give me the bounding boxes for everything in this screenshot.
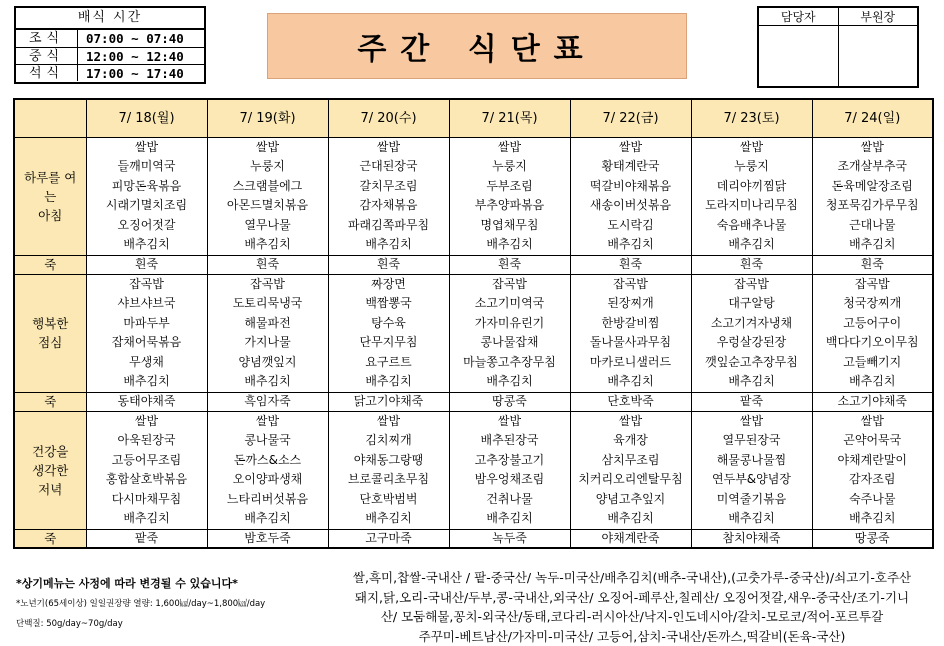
dinner-row xyxy=(14,411,933,529)
menu-item: 배추김치 xyxy=(329,235,449,255)
day-header: 7/ 22(금) xyxy=(570,99,691,137)
breakfast-menu-cell xyxy=(812,137,933,255)
juk-cell: 흰죽 xyxy=(812,255,933,274)
menu-item: 배추김치 xyxy=(813,509,933,529)
menu-item: 숙음배추나물 xyxy=(692,216,812,236)
menu-item: 쌀밥 xyxy=(571,412,691,432)
lunch-label xyxy=(14,274,86,392)
juk-cell: 팥죽 xyxy=(691,392,812,411)
menu-item: 도라지미나리무침 xyxy=(692,196,812,216)
juk-label: 죽 xyxy=(14,529,86,548)
menu-item: 한방갈비찜 xyxy=(571,314,691,334)
menu-item: 육개장 xyxy=(571,431,691,451)
serving-time-row xyxy=(16,30,204,47)
juk-cell: 흰죽 xyxy=(86,255,207,274)
menu-item: 소고기미역국 xyxy=(450,294,570,314)
meal-label-line: 점심 xyxy=(15,333,86,352)
breakfast-juk-row xyxy=(14,255,933,274)
meal-time: 17:00 ~ 17:40 xyxy=(78,65,204,81)
breakfast-menu-cell xyxy=(691,137,812,255)
calorie-note: *노년기(65세이상) 일일권장량 열량: 1,600㎉/day~1,800㎉/day xyxy=(16,597,316,617)
menu-item: 배추김치 xyxy=(813,372,933,392)
page-title: 주간 식단표 xyxy=(357,24,596,68)
origin-line: 쌀,흑미,찹쌀-국내산 / 팥-중국산/ 녹두-미국산/배추김치(배추-국내산),(고춧가루-중국산)/쇠고기-호주산 xyxy=(326,568,938,588)
origin-info xyxy=(326,568,938,646)
meal-name: 중식 xyxy=(16,48,78,64)
menu-item: 아몬드멸치볶음 xyxy=(208,196,328,216)
menu-item: 두부조림 xyxy=(450,177,570,197)
menu-item: 고추장불고기 xyxy=(450,451,570,471)
menu-item: 배추김치 xyxy=(87,509,207,529)
lunch-menu-cell xyxy=(86,274,207,392)
breakfast-menu-cell xyxy=(449,137,570,255)
menu-item: 감자채볶음 xyxy=(329,196,449,216)
menu-item: 가자미유린기 xyxy=(450,314,570,334)
menu-item: 쌀밥 xyxy=(329,412,449,432)
menu-item: 돈육메알장조림 xyxy=(813,177,933,197)
lunch-menu-cell xyxy=(328,274,449,392)
juk-cell: 흰죽 xyxy=(691,255,812,274)
menu-item: 된장찌개 xyxy=(571,294,691,314)
menu-item: 떡갈비야채볶음 xyxy=(571,177,691,197)
weekly-menu-table xyxy=(13,98,934,549)
menu-item: 마카로니샐러드 xyxy=(571,353,691,373)
menu-item: 깻잎순고추장무침 xyxy=(692,353,812,373)
menu-item: 쌀밥 xyxy=(813,412,933,432)
approval-box xyxy=(757,6,919,88)
menu-item: 김치찌개 xyxy=(329,431,449,451)
menu-item: 양념고추잎지 xyxy=(571,490,691,510)
menu-item: 배추김치 xyxy=(87,235,207,255)
menu-item: 배추김치 xyxy=(87,372,207,392)
meal-name: 조식 xyxy=(16,30,78,47)
menu-item: 잡곡밥 xyxy=(571,275,691,295)
menu-item: 오징어젓갈 xyxy=(87,216,207,236)
approval-manager-label: 담당자 xyxy=(759,8,838,26)
origin-line: 산/ 모둠해물,꽁치-외국산/동태,코다리-러시아산/낙지-인도네시아/갈치-모로코/적어-포르투갈 xyxy=(326,607,938,627)
menu-item: 잡곡밥 xyxy=(450,275,570,295)
menu-item: 콩나물잡채 xyxy=(450,333,570,353)
menu-item: 아욱된장국 xyxy=(87,431,207,451)
approval-manager-sign xyxy=(759,26,838,87)
menu-item: 느타리버섯볶음 xyxy=(208,490,328,510)
menu-item: 연두부&양념장 xyxy=(692,470,812,490)
menu-item: 잡곡밥 xyxy=(87,275,207,295)
menu-item: 대구알탕 xyxy=(692,294,812,314)
meal-label-line: 생각한 xyxy=(15,461,86,480)
meal-label-line: 행복한 xyxy=(15,314,86,333)
dinner-menu-cell xyxy=(328,411,449,529)
menu-item: 배추김치 xyxy=(208,509,328,529)
menu-item: 조개살부추국 xyxy=(813,157,933,177)
menu-item: 무생채 xyxy=(87,353,207,373)
juk-cell: 고구마죽 xyxy=(328,529,449,548)
menu-item: 돌나물사과무침 xyxy=(571,333,691,353)
menu-item: 야채동그랑땡 xyxy=(329,451,449,471)
meal-label-line: 건강을 xyxy=(15,442,86,461)
menu-item: 배추김치 xyxy=(571,235,691,255)
menu-item: 돈까스&소스 xyxy=(208,451,328,471)
menu-item: 새송이버섯볶음 xyxy=(571,196,691,216)
day-header: 7/ 19(화) xyxy=(207,99,328,137)
breakfast-menu-cell xyxy=(86,137,207,255)
menu-item: 누룽지 xyxy=(450,157,570,177)
menu-item: 감자조림 xyxy=(813,470,933,490)
menu-item: 브로콜리초무침 xyxy=(329,470,449,490)
menu-item: 파래김쪽파무침 xyxy=(329,216,449,236)
day-header: 7/ 20(수) xyxy=(328,99,449,137)
menu-item: 배추김치 xyxy=(571,372,691,392)
juk-cell: 흰죽 xyxy=(207,255,328,274)
menu-item: 배추김치 xyxy=(692,509,812,529)
menu-item: 배추김치 xyxy=(450,372,570,392)
menu-item: 쌀밥 xyxy=(692,412,812,432)
lunch-menu-cell xyxy=(449,274,570,392)
menu-item: 해물콩나물찜 xyxy=(692,451,812,471)
menu-item: 스크램블에그 xyxy=(208,177,328,197)
menu-item: 쌀밥 xyxy=(813,138,933,158)
approval-director-sign xyxy=(838,26,917,87)
menu-item: 우렁살강된장 xyxy=(692,333,812,353)
menu-item: 소고기겨자냉채 xyxy=(692,314,812,334)
juk-cell: 흰죽 xyxy=(570,255,691,274)
menu-item: 부추양파볶음 xyxy=(450,196,570,216)
origin-line: 돼지,닭,오리-국내산/두부,콩-국내산,외국산/ 오징어-페루산,칠레산/ 오징어젓갈,새우-중국산/조기-기니 xyxy=(326,588,938,608)
serving-time-box xyxy=(14,6,206,84)
approval-director-label: 부원장 xyxy=(838,8,917,26)
menu-item: 배추된장국 xyxy=(450,431,570,451)
menu-item: 단무지무침 xyxy=(329,333,449,353)
menu-item: 쌀밥 xyxy=(450,138,570,158)
menu-item: 근대된장국 xyxy=(329,157,449,177)
juk-cell: 흑임자죽 xyxy=(207,392,328,411)
day-header: 7/ 21(목) xyxy=(449,99,570,137)
menu-item: 콩나물국 xyxy=(208,431,328,451)
menu-item: 쌀밥 xyxy=(208,412,328,432)
meal-time: 12:00 ~ 12:40 xyxy=(78,48,204,64)
juk-cell: 땅콩죽 xyxy=(449,392,570,411)
menu-item: 고들빼기지 xyxy=(813,353,933,373)
menu-item: 쌀밥 xyxy=(87,138,207,158)
juk-cell: 밤호두죽 xyxy=(207,529,328,548)
menu-item: 해물파전 xyxy=(208,314,328,334)
lunch-row xyxy=(14,274,933,392)
meal-name: 석식 xyxy=(16,65,78,81)
menu-item: 백다다기오이무침 xyxy=(813,333,933,353)
menu-item: 숙주나물 xyxy=(813,490,933,510)
menu-item: 마파두부 xyxy=(87,314,207,334)
menu-item: 요구르트 xyxy=(329,353,449,373)
juk-cell: 참치야채죽 xyxy=(691,529,812,548)
menu-item: 누룽지 xyxy=(208,157,328,177)
menu-item: 쌀밥 xyxy=(571,138,691,158)
serving-time-row xyxy=(16,47,204,64)
juk-label: 죽 xyxy=(14,255,86,274)
menu-item: 오이양파생채 xyxy=(208,470,328,490)
menu-item: 가지나물 xyxy=(208,333,328,353)
dinner-label xyxy=(14,411,86,529)
menu-item: 양념깻잎지 xyxy=(208,353,328,373)
menu-item: 배추김치 xyxy=(450,235,570,255)
menu-item: 쌀밥 xyxy=(208,138,328,158)
notes xyxy=(16,575,316,637)
menu-item: 피망돈육볶음 xyxy=(87,177,207,197)
meal-label-line: 저녁 xyxy=(15,480,86,499)
dinner-menu-cell xyxy=(691,411,812,529)
breakfast-menu-cell xyxy=(207,137,328,255)
juk-cell: 소고기야채죽 xyxy=(812,392,933,411)
menu-item: 밤우엉채조림 xyxy=(450,470,570,490)
menu-item: 건취나물 xyxy=(450,490,570,510)
corner-cell xyxy=(14,99,86,137)
meal-time: 07:00 ~ 07:40 xyxy=(78,30,204,47)
menu-item: 근대나물 xyxy=(813,216,933,236)
breakfast-row xyxy=(14,137,933,255)
lunch-juk-row xyxy=(14,392,933,411)
juk-cell: 야채계란죽 xyxy=(570,529,691,548)
change-notice: *상기메뉴는 사정에 따라 변경될 수 있습니다* xyxy=(16,575,316,597)
protein-note: 단백질: 50g/day~70g/day xyxy=(16,617,316,637)
menu-item: 고등어무조림 xyxy=(87,451,207,471)
day-header: 7/ 23(토) xyxy=(691,99,812,137)
breakfast-menu-cell xyxy=(328,137,449,255)
menu-item: 다시마채무침 xyxy=(87,490,207,510)
menu-item: 쌀밥 xyxy=(329,138,449,158)
menu-item: 배추김치 xyxy=(208,372,328,392)
juk-cell: 흰죽 xyxy=(449,255,570,274)
dinner-menu-cell xyxy=(86,411,207,529)
breakfast-menu-cell xyxy=(570,137,691,255)
menu-item: 도토리묵냉국 xyxy=(208,294,328,314)
lunch-menu-cell xyxy=(691,274,812,392)
dinner-menu-cell xyxy=(812,411,933,529)
menu-item: 황태계란국 xyxy=(571,157,691,177)
menu-item: 잡곡밥 xyxy=(208,275,328,295)
menu-item: 마늘쫑고추장무침 xyxy=(450,353,570,373)
meal-label-line: 하루를 여 xyxy=(15,168,86,187)
menu-item: 배추김치 xyxy=(571,509,691,529)
menu-item: 쌀밥 xyxy=(87,412,207,432)
menu-item: 청국장찌개 xyxy=(813,294,933,314)
menu-item: 야채계란말이 xyxy=(813,451,933,471)
juk-cell: 흰죽 xyxy=(328,255,449,274)
menu-item: 쌀밥 xyxy=(450,412,570,432)
menu-item: 잡채어묵볶음 xyxy=(87,333,207,353)
juk-label: 죽 xyxy=(14,392,86,411)
menu-item: 배추김치 xyxy=(208,235,328,255)
menu-item: 데리야끼찜닭 xyxy=(692,177,812,197)
menu-item: 탕수육 xyxy=(329,314,449,334)
dinner-menu-cell xyxy=(570,411,691,529)
menu-item: 시래기멸치조림 xyxy=(87,196,207,216)
day-header: 7/ 24(일) xyxy=(812,99,933,137)
juk-cell: 녹두죽 xyxy=(449,529,570,548)
meal-label-line: 는 xyxy=(15,187,86,206)
menu-item: 미역줄기볶음 xyxy=(692,490,812,510)
juk-cell: 닭고기야채죽 xyxy=(328,392,449,411)
menu-item: 들깨미역국 xyxy=(87,157,207,177)
menu-item: 짜장면 xyxy=(329,275,449,295)
juk-cell: 동태야채죽 xyxy=(86,392,207,411)
lunch-menu-cell xyxy=(812,274,933,392)
day-header: 7/ 18(월) xyxy=(86,99,207,137)
dinner-juk-row xyxy=(14,529,933,548)
menu-item: 갈치무조림 xyxy=(329,177,449,197)
menu-item: 배추김치 xyxy=(329,372,449,392)
menu-item: 배추김치 xyxy=(692,235,812,255)
menu-item: 배추김치 xyxy=(692,372,812,392)
meal-label-line: 아침 xyxy=(15,206,86,225)
menu-item: 배추김치 xyxy=(329,509,449,529)
menu-item: 백짬뽕국 xyxy=(329,294,449,314)
menu-item: 누룽지 xyxy=(692,157,812,177)
serving-time-row xyxy=(16,64,204,81)
menu-item: 잡곡밥 xyxy=(692,275,812,295)
dinner-menu-cell xyxy=(449,411,570,529)
page-title-box xyxy=(267,13,687,79)
menu-item: 배추김치 xyxy=(450,509,570,529)
menu-item: 단호박범벅 xyxy=(329,490,449,510)
menu-item: 고등어구이 xyxy=(813,314,933,334)
menu-item: 곤약어묵국 xyxy=(813,431,933,451)
menu-item: 샤브샤브국 xyxy=(87,294,207,314)
menu-item: 청포묵김가루무침 xyxy=(813,196,933,216)
day-header-row xyxy=(14,99,933,137)
serving-time-title: 배식 시간 xyxy=(16,8,204,30)
menu-item: 홍합살호박볶음 xyxy=(87,470,207,490)
juk-cell: 단호박죽 xyxy=(570,392,691,411)
menu-item: 쌀밥 xyxy=(692,138,812,158)
breakfast-label xyxy=(14,137,86,255)
menu-item: 도시락김 xyxy=(571,216,691,236)
origin-line: 주꾸미-베트남산/가자미-미국산/ 고등어,삼치-국내산/돈까스,떡갈비(돈육-국산) xyxy=(326,627,938,646)
juk-cell: 팥죽 xyxy=(86,529,207,548)
lunch-menu-cell xyxy=(207,274,328,392)
menu-item: 명엽채무침 xyxy=(450,216,570,236)
menu-item: 열무된장국 xyxy=(692,431,812,451)
juk-cell: 땅콩죽 xyxy=(812,529,933,548)
menu-item: 치커리오리엔탈무침 xyxy=(571,470,691,490)
dinner-menu-cell xyxy=(207,411,328,529)
menu-item: 배추김치 xyxy=(813,235,933,255)
menu-item: 잡곡밥 xyxy=(813,275,933,295)
menu-item: 삼치무조림 xyxy=(571,451,691,471)
lunch-menu-cell xyxy=(570,274,691,392)
menu-item: 열무나물 xyxy=(208,216,328,236)
